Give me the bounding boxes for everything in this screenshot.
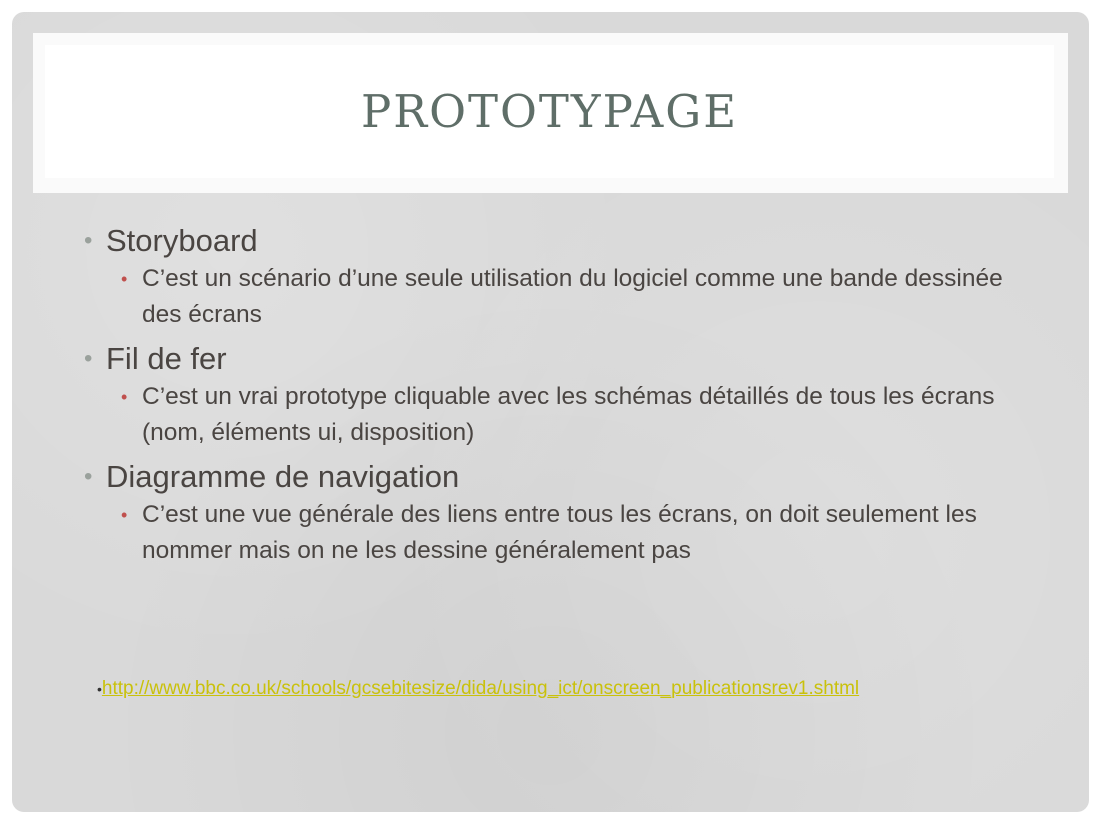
slide-content [84,217,1034,575]
sub-bullet-marker: • [121,387,128,407]
sub-bullet-text: C’est une vue générale des liens entre tous les écrans, on doit seulement les nommer mais on ne les dessine généralement pas [142,501,977,564]
title-box [45,45,1054,178]
bullet-marker: • [84,345,93,372]
sub-bullet-marker: • [121,269,128,289]
bullet-label: Diagramme de navigation [106,459,460,494]
bullet-fil-de-fer [84,339,1034,379]
bullet-diagramme-navigation [84,457,1034,497]
link-bullet: • [97,681,102,697]
reference-link-block [97,675,997,703]
sub-bullet-storyboard [84,261,1034,333]
reference-link[interactable]: http://www.bbc.co.uk/schools/gcsebitesize/dida/using_ict/onscreen_publicationsrev1.shtml [101,678,860,699]
sub-bullet-text: C’est un scénario d’une seule utilisation du logiciel comme une bande dessinée des écrans [142,265,1003,328]
slide [12,12,1089,812]
title-band [33,33,1068,193]
sub-bullet-marker: • [121,505,128,525]
sub-bullet-diagramme-navigation [84,497,1034,569]
sub-bullet-fil-de-fer [84,379,1034,451]
bullet-label: Fil de fer [106,341,227,376]
bullet-storyboard [84,221,1034,261]
bullet-label: Storyboard [106,223,258,258]
bullet-marker: • [84,463,93,490]
sub-bullet-text: C’est un vrai prototype cliquable avec les schémas détaillés de tous les écrans (nom, éléments ui, disposition) [142,383,995,446]
bullet-marker: • [84,227,93,254]
slide-title: PROTOTYPAGE [360,85,739,138]
